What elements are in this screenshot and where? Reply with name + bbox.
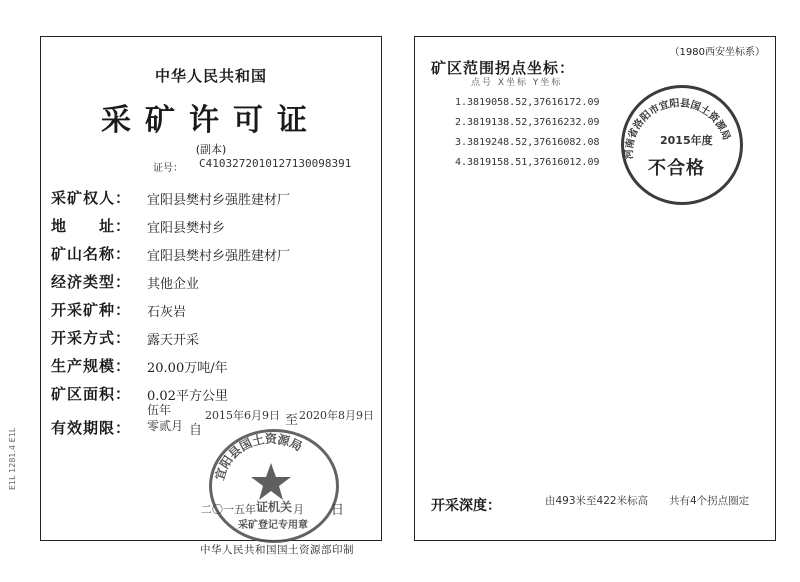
inspection-result: 不合格 — [648, 158, 705, 179]
coordinate-row: 2.3819138.52,37616232.09 — [455, 117, 600, 128]
cert-number-label: 证号： — [153, 163, 183, 174]
inspection-seal-ring-text: 河南省洛阳市宜阳县国土资源局 — [624, 98, 732, 160]
copy-note: (副本) — [195, 143, 227, 156]
field-label-area: 矿区面积： — [51, 385, 132, 403]
field-value-mining-method: 露天开采 — [147, 333, 200, 348]
printer-credit: 中华人民共和国国土资源部印制 — [200, 544, 354, 556]
validity-from-word: 自 — [189, 423, 203, 438]
validity-to-word: 至 — [285, 413, 299, 428]
coordinates-title: 矿区范围拐点坐标： — [431, 59, 576, 77]
field-label-scale: 生产规模： — [51, 357, 132, 375]
mining-depth-value: 由493米至422米标高 — [545, 495, 649, 507]
field-label-validity: 有效期限： — [51, 419, 132, 437]
validity-from-date: 2015年6月9日 — [205, 409, 280, 422]
field-label-economic-type: 经济类型： — [51, 273, 132, 291]
issue-date-day: 日 — [331, 503, 345, 518]
validity-to-date: 2020年8月9日 — [299, 409, 374, 422]
field-value-area: 0.02平方公里 — [147, 389, 228, 404]
field-value-mineral: 石灰岩 — [147, 305, 187, 320]
validity-years: 伍年 — [147, 403, 172, 417]
license-page-left — [40, 36, 382, 541]
validity-months: 零贰月 — [147, 419, 184, 433]
seal-star-icon — [251, 463, 291, 500]
inspection-year: 2015年度 — [660, 134, 713, 147]
field-value-economic-type: 其他企业 — [147, 277, 200, 292]
field-value-address: 宜阳县樊村乡 — [147, 221, 226, 236]
issuer-seal — [209, 429, 339, 543]
field-label-address: 地 址： — [51, 217, 132, 235]
svg-text:河南省洛阳市宜阳县国土资源局 — [622, 96, 733, 159]
coordinate-row: 4.3819158.51,37616012.09 — [455, 157, 600, 168]
issue-date-prefix: 二〇一五年 — [201, 503, 256, 516]
seal-issuer-text: 证机关 — [256, 500, 293, 514]
license-page-right — [414, 36, 776, 541]
field-value-mine-name: 宜阳县樊村乡强胜建材厂 — [147, 249, 291, 264]
coordinate-row: 1.3819058.52,37616172.09 — [455, 97, 600, 108]
seal-ring-text: 宜阳县国土资源局 — [212, 431, 305, 482]
coordinate-row: 3.3819248.52,37616082.08 — [455, 137, 600, 148]
document-title: 采矿许可证 — [101, 103, 321, 138]
mining-depth-label: 开采深度： — [431, 498, 501, 514]
coordinate-system: （1980西安坐标系） — [669, 47, 765, 58]
field-label-holder: 采矿权人： — [51, 189, 132, 207]
field-value-scale: 20.00万吨/年 — [147, 361, 228, 376]
field-value-holder: 宜阳县樊村乡强胜建材厂 — [147, 193, 291, 208]
field-label-mining-method: 开采方式： — [51, 329, 132, 347]
annual-inspection-seal — [621, 85, 743, 205]
country-name: 中华人民共和国 — [154, 67, 267, 85]
issue-date-month: 月 — [293, 503, 304, 516]
seal-sub-text: 采矿登记专用章 — [238, 520, 308, 531]
side-margin-mark: E1L 1281.4 E1L — [8, 427, 17, 490]
field-label-mineral: 开采矿种： — [51, 301, 132, 319]
svg-text:宜阳县国土资源局 — [212, 431, 305, 482]
field-label-mine-name: 矿山名称： — [51, 245, 132, 263]
coordinates-header: 点号 X坐标 Y坐标 — [471, 78, 563, 88]
cert-number: C4103272010127130098391 — [199, 157, 352, 170]
corner-point-count: 共有4个拐点圈定 — [669, 495, 750, 507]
